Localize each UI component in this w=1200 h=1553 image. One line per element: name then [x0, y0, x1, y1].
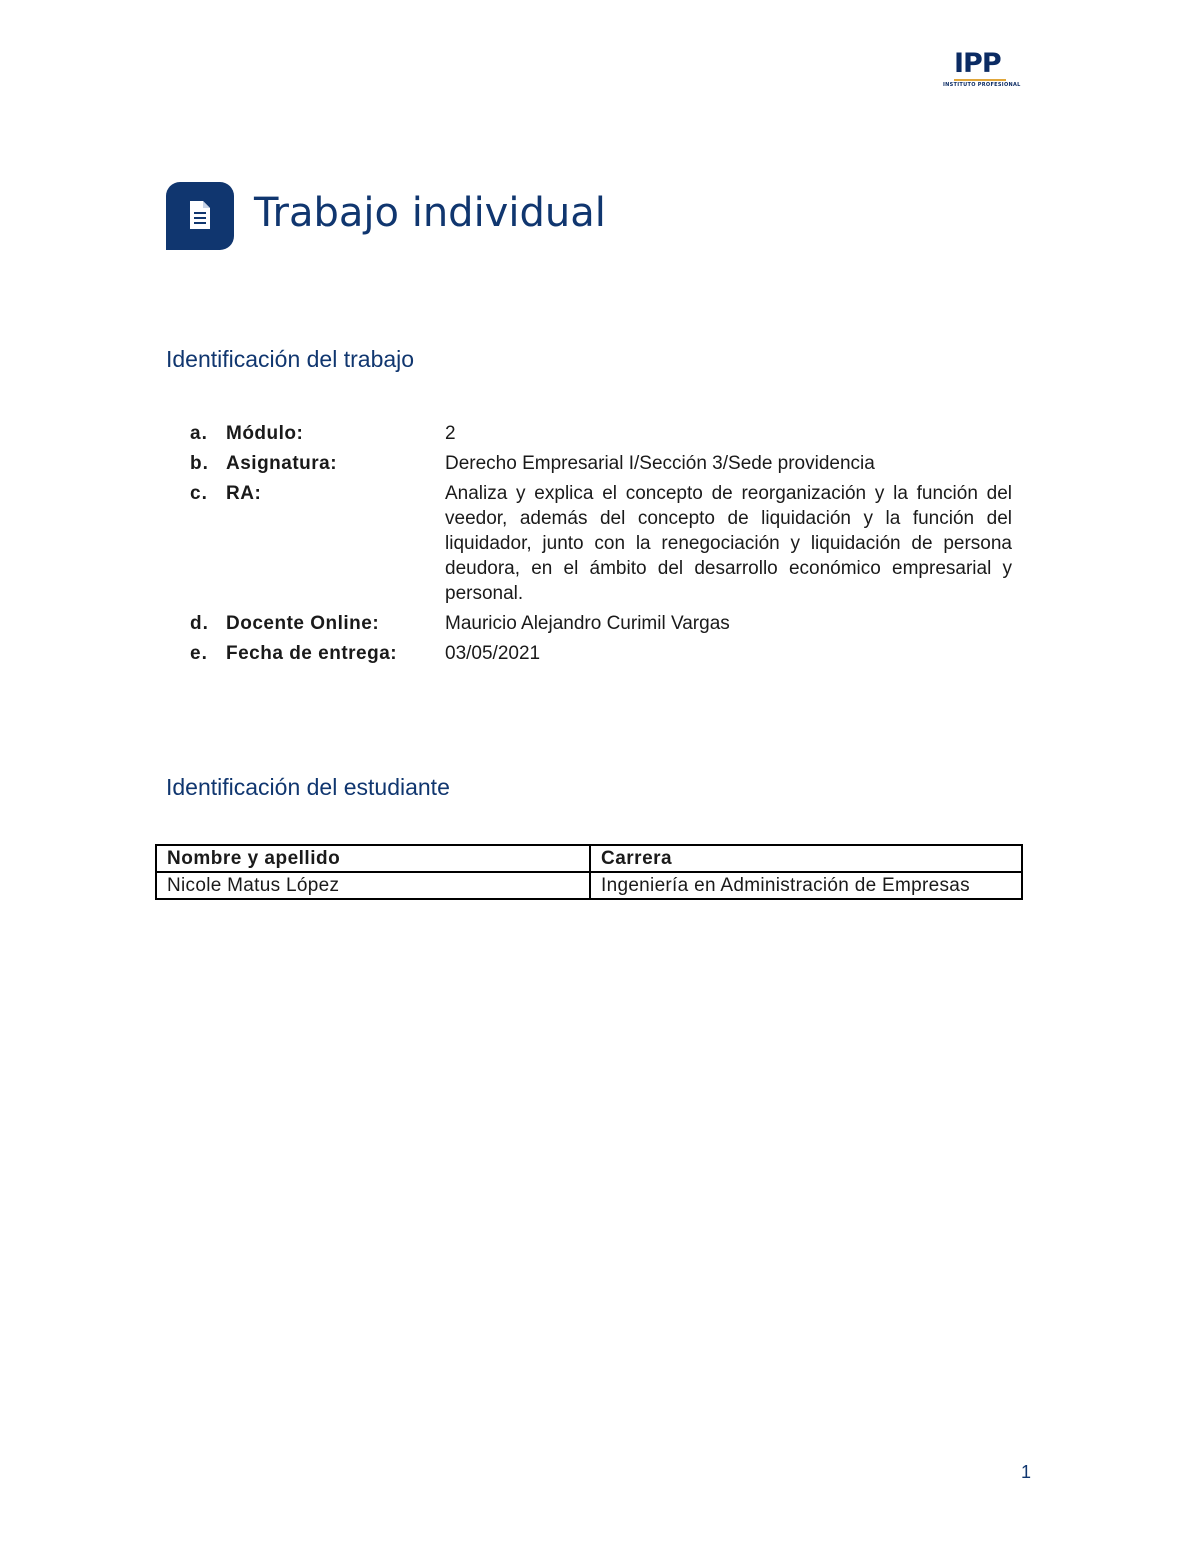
table-header-cell: Nombre y apellido — [156, 845, 590, 872]
info-letter: c. — [190, 483, 208, 504]
logo-text: IPP — [954, 48, 1001, 79]
student-table — [155, 844, 1023, 900]
info-label: Asignatura: — [226, 453, 338, 474]
table-header-row — [156, 845, 1022, 872]
info-label: Fecha de entrega: — [226, 643, 398, 664]
info-row-docente — [190, 611, 1012, 636]
logo-subtitle: INSTITUTO PROFESIONAL — [943, 82, 1021, 88]
info-label: Módulo: — [226, 423, 304, 444]
info-label: RA: — [226, 483, 262, 504]
student-section-heading: Identificación del estudiante — [166, 774, 450, 800]
work-section-heading: Identificación del trabajo — [166, 346, 415, 372]
info-letter: b. — [190, 453, 209, 474]
document-icon — [166, 182, 234, 250]
info-value: Analiza y explica el concepto de reorganización y la función del veedor, además del concepto de liquidación y la función del liquidador, junto con la renegociación y liquidación de persona deudora, en el ámbito del desarrollo económico empresarial y personal. — [445, 483, 1012, 604]
work-info-list — [190, 421, 1012, 671]
info-row-asignatura — [190, 451, 1012, 476]
info-value: Mauricio Alejandro Curimil Vargas — [445, 613, 730, 634]
page-title: Trabajo individual — [254, 190, 606, 236]
table-row — [156, 872, 1022, 899]
info-row-ra — [190, 481, 1012, 606]
logo-accent-bar — [954, 79, 1006, 81]
info-label: Docente Online: — [226, 613, 380, 634]
page-number: 1 — [1021, 1462, 1032, 1482]
info-value: 03/05/2021 — [445, 643, 541, 664]
info-row-fecha — [190, 641, 1012, 666]
table-cell: Ingeniería en Administración de Empresas — [590, 872, 1022, 899]
info-letter: e. — [190, 643, 208, 664]
info-letter: a. — [190, 423, 208, 444]
info-value: 2 — [445, 423, 456, 444]
info-row-modulo — [190, 421, 1012, 446]
info-letter: d. — [190, 613, 209, 634]
ipp-logo — [940, 48, 1020, 92]
info-value: Derecho Empresarial I/Sección 3/Sede providencia — [445, 453, 875, 474]
table-header-cell: Carrera — [590, 845, 1022, 872]
table-cell: Nicole Matus López — [156, 872, 590, 899]
